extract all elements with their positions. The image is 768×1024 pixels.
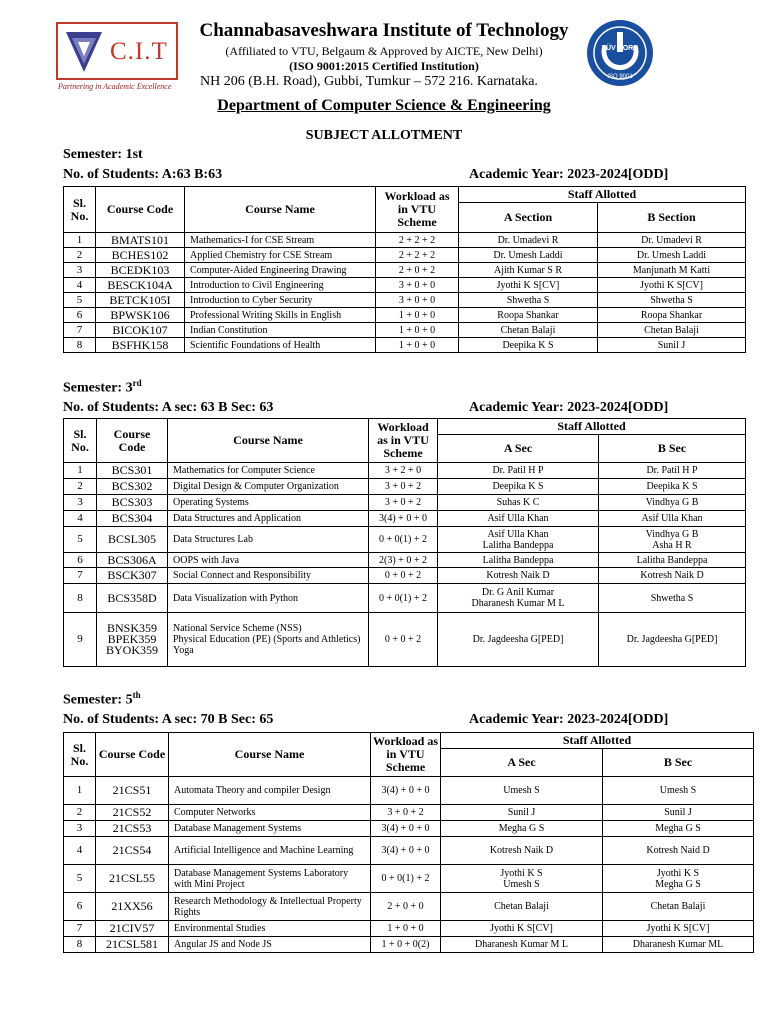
course-code-cell: 21CIV57 (96, 921, 169, 937)
section-a-staff-cell: Dr. G Anil Kumar Dharanesh Kumar M L (438, 584, 599, 613)
table-row (64, 278, 746, 293)
section-b-staff-cell: Asif Ulla Khan (599, 511, 746, 527)
course-code-cell: BESCK104A (96, 278, 185, 293)
workload-cell: 3 + 0 + 2 (371, 805, 441, 821)
course-code-cell: BNSK359 BPEK359 BYOK359 (97, 613, 168, 667)
sl-cell: 6 (64, 553, 97, 568)
sl-header: Sl. No. (64, 733, 96, 777)
logo-text: C.I.T (110, 38, 168, 65)
workload-cell: 3 + 0 + 0 (376, 278, 459, 293)
course-name-cell: Data Structures Lab (168, 527, 369, 553)
course-name-cell: Automata Theory and compiler Design (169, 777, 371, 805)
section-b-staff-cell: Sunil J (598, 338, 746, 353)
address: NH 206 (B.H. Road), Gubbi, Tumkur – 572 216. Karnataka. (200, 74, 538, 89)
section-b-staff-cell: Vindhya G B Asha H R (599, 527, 746, 553)
section-a-staff-cell: Dharanesh Kumar M L (441, 937, 603, 953)
sl-cell: 8 (64, 338, 96, 353)
name-header: Course Name (168, 419, 369, 463)
sl-cell: 3 (64, 263, 96, 278)
letterhead (0, 0, 768, 100)
section-a-staff-cell: Dr. Umesh Laddi (459, 248, 598, 263)
workload-cell: 1 + 0 + 0 (376, 308, 459, 323)
course-code-cell: 21CSL581 (96, 937, 169, 953)
sl-cell: 5 (64, 293, 96, 308)
workload-cell: 2(3) + 0 + 2 (369, 553, 438, 568)
workload-cell: 3 + 2 + 0 (369, 463, 438, 479)
course-name-cell: Computer Networks (169, 805, 371, 821)
course-name-cell: Applied Chemistry for CSE Stream (185, 248, 376, 263)
course-code-cell: BCHES102 (96, 248, 185, 263)
course-name-cell: Database Management Systems (169, 821, 371, 837)
course-name-cell: National Service Scheme (NSS) Physical Education (PE) (Sports and Athletics) Yoga (168, 613, 369, 667)
course-code-cell: 21CS52 (96, 805, 169, 821)
section-a-header: A Sec (441, 749, 603, 777)
workload-cell: 3 + 0 + 2 (369, 495, 438, 511)
semester-1-table (63, 186, 746, 353)
workload-cell: 2 + 2 + 2 (376, 233, 459, 248)
course-name-cell: Digital Design & Computer Organization (168, 479, 369, 495)
affiliation: (Affiliated to VTU, Belgaum & Approved by AICTE, New Delhi) (225, 44, 543, 58)
table-row (64, 527, 746, 553)
sl-cell: 5 (64, 527, 97, 553)
section-a-staff-cell: Roopa Shankar (459, 308, 598, 323)
section-a-staff-cell: Megha G S (441, 821, 603, 837)
course-name-cell: Data Structures and Application (168, 511, 369, 527)
section-b-staff-cell: Jyothi K S[CV] (598, 278, 746, 293)
section-a-staff-cell: Kotresh Naik D (438, 568, 599, 584)
table-row (64, 865, 754, 893)
workload-cell: 0 + 0 + 2 (369, 568, 438, 584)
section-b-staff-cell: Dharanesh Kumar ML (603, 937, 754, 953)
staff-header: Staff Allotted (438, 419, 746, 435)
table-row (64, 323, 746, 338)
table-row (64, 568, 746, 584)
section-a-staff-cell: Chetan Balaji (441, 893, 603, 921)
course-code-cell: 21CSL55 (96, 865, 169, 893)
course-name-cell: Research Methodology & Intellectual Property Rights (169, 893, 371, 921)
sl-cell: 4 (64, 837, 96, 865)
section-b-staff-cell: Manjunath M Katti (598, 263, 746, 278)
section-b-staff-cell: Megha G S (603, 821, 754, 837)
sl-cell: 9 (64, 613, 97, 667)
table-row (64, 308, 746, 323)
semester-3-sup: rd (132, 378, 142, 388)
section-b-header: B Section (598, 203, 746, 233)
table-row (64, 511, 746, 527)
section-a-staff-cell: Suhas K C (438, 495, 599, 511)
workload-header: Workload as in VTU Scheme (371, 733, 441, 777)
semester-1-students: No. of Students: A:63 B:63 (63, 167, 223, 182)
table-row (64, 248, 746, 263)
name-header: Course Name (185, 187, 376, 233)
table-row (64, 893, 754, 921)
table-row (64, 613, 746, 667)
workload-cell: 3(4) + 0 + 0 (369, 511, 438, 527)
table-row (64, 495, 746, 511)
sl-cell: 1 (64, 777, 96, 805)
workload-header: Workload as in VTU Scheme (376, 187, 459, 233)
section-a-staff-cell: Lalitha Bandeppa (438, 553, 599, 568)
shield-icon (62, 28, 106, 76)
table-row (64, 921, 754, 937)
section-b-staff-cell: Lalitha Bandeppa (599, 553, 746, 568)
table-row (64, 233, 746, 248)
semester-5-academic-year: Academic Year: 2023-2024[ODD] (469, 712, 669, 727)
course-code-cell: BCS304 (97, 511, 168, 527)
course-name-cell: Artificial Intelligence and Machine Learning (169, 837, 371, 865)
table-row (64, 338, 746, 353)
sl-cell: 2 (64, 248, 96, 263)
staff-header: Staff Allotted (459, 187, 746, 203)
section-a-staff-cell: Asif Ulla Khan Lalitha Bandeppa (438, 527, 599, 553)
course-code-cell: BCS301 (97, 463, 168, 479)
semester-1-label: Semester: 1st (63, 147, 143, 162)
course-code-cell: BCS358D (97, 584, 168, 613)
course-code-cell: BPWSK106 (96, 308, 185, 323)
table-row (64, 584, 746, 613)
course-name-cell: Indian Constitution (185, 323, 376, 338)
workload-cell: 0 + 0(1) + 2 (371, 865, 441, 893)
section-a-staff-cell: Jyothi K S[CV] (459, 278, 598, 293)
course-code-cell: BCS303 (97, 495, 168, 511)
table-row (64, 293, 746, 308)
table-row (64, 805, 754, 821)
course-name-cell: Mathematics-I for CSE Stream (185, 233, 376, 248)
code-header: Course Code (96, 187, 185, 233)
section-b-staff-cell: Chetan Balaji (603, 893, 754, 921)
department-title: Department of Computer Science & Engineering (217, 97, 551, 114)
table-row (64, 463, 746, 479)
section-b-staff-cell: Deepika K S (599, 479, 746, 495)
section-b-staff-cell: Dr. Umadevi R (598, 233, 746, 248)
semester-1-rows (64, 233, 746, 353)
section-b-header: B Sec (603, 749, 754, 777)
table-row (64, 837, 754, 865)
section-a-staff-cell: Dr. Jagdeesha G[PED] (438, 613, 599, 667)
course-code-cell: BSFHK158 (96, 338, 185, 353)
section-b-staff-cell: Jyothi K S Megha G S (603, 865, 754, 893)
sl-cell: 4 (64, 278, 96, 293)
sl-cell: 8 (64, 937, 96, 953)
workload-cell: 0 + 0(1) + 2 (369, 527, 438, 553)
sl-cell: 1 (64, 463, 97, 479)
course-name-cell: Database Management Systems Laboratory with Mini Project (169, 865, 371, 893)
table-row (64, 777, 754, 805)
course-code-cell: BCSL305 (97, 527, 168, 553)
section-b-staff-cell: Dr. Patil H P (599, 463, 746, 479)
section-b-staff-cell: Dr. Jagdeesha G[PED] (599, 613, 746, 667)
course-code-cell: BCEDK103 (96, 263, 185, 278)
section-b-staff-cell: Shwetha S (598, 293, 746, 308)
section-a-staff-cell: Asif Ulla Khan (438, 511, 599, 527)
section-b-staff-cell: Sunil J (603, 805, 754, 821)
workload-cell: 3(4) + 0 + 0 (371, 777, 441, 805)
sl-cell: 2 (64, 479, 97, 495)
course-name-cell: Computer-Aided Engineering Drawing (185, 263, 376, 278)
staff-header: Staff Allotted (441, 733, 754, 749)
table-row (64, 479, 746, 495)
course-name-cell: Mathematics for Computer Science (168, 463, 369, 479)
tagline: Partnering in Academic Excellence (58, 82, 172, 91)
code-header: Course Code (96, 733, 169, 777)
workload-cell: 2 + 0 + 2 (376, 263, 459, 278)
semester-3-rows (64, 463, 746, 667)
sl-cell: 7 (64, 921, 96, 937)
workload-cell: 1 + 0 + 0(2) (371, 937, 441, 953)
semester-5-label (63, 690, 141, 709)
course-code-cell: BCS306A (97, 553, 168, 568)
semester-3-academic-year: Academic Year: 2023-2024[ODD] (469, 400, 669, 415)
workload-cell: 1 + 0 + 0 (371, 921, 441, 937)
section-b-staff-cell: Roopa Shankar (598, 308, 746, 323)
section-a-staff-cell: Dr. Umadevi R (459, 233, 598, 248)
sl-header: Sl. No. (64, 187, 96, 233)
course-code-cell: BETCK105I (96, 293, 185, 308)
cert-label: TÜV NORD (601, 45, 639, 52)
cert-iso: ISO 9001 (607, 74, 633, 80)
workload-cell: 3(4) + 0 + 0 (371, 837, 441, 865)
section-b-staff-cell: Chetan Balaji (598, 323, 746, 338)
section-a-header: A Sec (438, 435, 599, 463)
course-code-cell: BICOK107 (96, 323, 185, 338)
course-name-cell: Scientific Foundations of Health (185, 338, 376, 353)
section-a-staff-cell: Umesh S (441, 777, 603, 805)
course-code-cell: 21CS54 (96, 837, 169, 865)
section-a-staff-cell: Chetan Balaji (459, 323, 598, 338)
workload-header: Workload as in VTU Scheme (369, 419, 438, 463)
section-a-staff-cell: Deepika K S (459, 338, 598, 353)
sl-cell: 6 (64, 308, 96, 323)
section-a-staff-cell: Kotresh Naik D (441, 837, 603, 865)
course-code-cell: 21CS53 (96, 821, 169, 837)
course-name-cell: Environmental Studies (169, 921, 371, 937)
table-row (64, 263, 746, 278)
semester-1-academic-year: Academic Year: 2023-2024[ODD] (469, 167, 669, 182)
semester-5-prefix: Semester: 5 (63, 692, 133, 708)
semester-3-students: No. of Students: A sec: 63 B Sec: 63 (63, 400, 274, 415)
course-name-cell: Professional Writing Skills in English (185, 308, 376, 323)
semester-5-sup: th (132, 690, 141, 700)
semester-3-label (63, 378, 142, 397)
course-name-cell: Operating Systems (168, 495, 369, 511)
table-row (64, 821, 754, 837)
course-name-cell: OOPS with Java (168, 553, 369, 568)
section-b-staff-cell: Vindhya G B (599, 495, 746, 511)
allotment-title: SUBJECT ALLOTMENT (305, 128, 463, 143)
section-b-staff-cell: Shwetha S (599, 584, 746, 613)
semester-3-prefix: Semester: 3 (63, 380, 133, 396)
section-b-staff-cell: Umesh S (603, 777, 754, 805)
sl-cell: 1 (64, 233, 96, 248)
course-name-cell: Introduction to Cyber Security (185, 293, 376, 308)
section-a-staff-cell: Dr. Patil H P (438, 463, 599, 479)
section-a-staff-cell: Sunil J (441, 805, 603, 821)
sl-cell: 8 (64, 584, 97, 613)
workload-cell: 2 + 0 + 0 (371, 893, 441, 921)
course-name-cell: Data Visualization with Python (168, 584, 369, 613)
semester-5-students: No. of Students: A sec: 70 B Sec: 65 (63, 712, 274, 727)
sl-cell: 7 (64, 568, 97, 584)
sl-cell: 6 (64, 893, 96, 921)
workload-cell: 2 + 2 + 2 (376, 248, 459, 263)
workload-cell: 3 + 0 + 2 (369, 479, 438, 495)
section-b-staff-cell: Dr. Umesh Laddi (598, 248, 746, 263)
course-code-cell: BMATS101 (96, 233, 185, 248)
sl-header: Sl. No. (64, 419, 97, 463)
semester-5-rows (64, 777, 754, 953)
sl-cell: 2 (64, 805, 96, 821)
iso-certification: (ISO 9001:2015 Certified Institution) (289, 59, 479, 73)
course-code-cell: BSCK307 (97, 568, 168, 584)
sl-cell: 7 (64, 323, 96, 338)
institute-logo (56, 22, 178, 80)
sl-cell: 3 (64, 821, 96, 837)
name-header: Course Name (169, 733, 371, 777)
course-code-cell: BCS302 (97, 479, 168, 495)
course-code-cell: 21CS51 (96, 777, 169, 805)
course-name-cell: Introduction to Civil Engineering (185, 278, 376, 293)
section-a-staff-cell: Jyothi K S[CV] (441, 921, 603, 937)
workload-cell: 0 + 0 + 2 (369, 613, 438, 667)
table-row (64, 553, 746, 568)
certification-seal-icon (585, 18, 655, 88)
semester-5-table (63, 732, 754, 953)
section-a-staff-cell: Deepika K S (438, 479, 599, 495)
section-a-staff-cell: Ajith Kumar S R (459, 263, 598, 278)
sl-cell: 4 (64, 511, 97, 527)
section-b-staff-cell: Kotresh Naid D (603, 837, 754, 865)
course-name-cell: Social Connect and Responsibility (168, 568, 369, 584)
course-code-cell: 21XX56 (96, 893, 169, 921)
course-name-cell: Angular JS and Node JS (169, 937, 371, 953)
sl-cell: 5 (64, 865, 96, 893)
workload-cell: 3(4) + 0 + 0 (371, 821, 441, 837)
workload-cell: 1 + 0 + 0 (376, 323, 459, 338)
institute-title: Channabasaveshwara Institute of Technology (199, 20, 569, 41)
section-b-staff-cell: Kotresh Naik D (599, 568, 746, 584)
workload-cell: 1 + 0 + 0 (376, 338, 459, 353)
section-a-staff-cell: Shwetha S (459, 293, 598, 308)
table-row (64, 937, 754, 953)
section-b-staff-cell: Jyothi K S[CV] (603, 921, 754, 937)
section-b-header: B Sec (599, 435, 746, 463)
sl-cell: 3 (64, 495, 97, 511)
code-header: Course Code (97, 419, 168, 463)
section-a-staff-cell: Jyothi K S Umesh S (441, 865, 603, 893)
workload-cell: 3 + 0 + 0 (376, 293, 459, 308)
workload-cell: 0 + 0(1) + 2 (369, 584, 438, 613)
section-a-header: A Section (459, 203, 598, 233)
semester-3-table (63, 418, 746, 667)
